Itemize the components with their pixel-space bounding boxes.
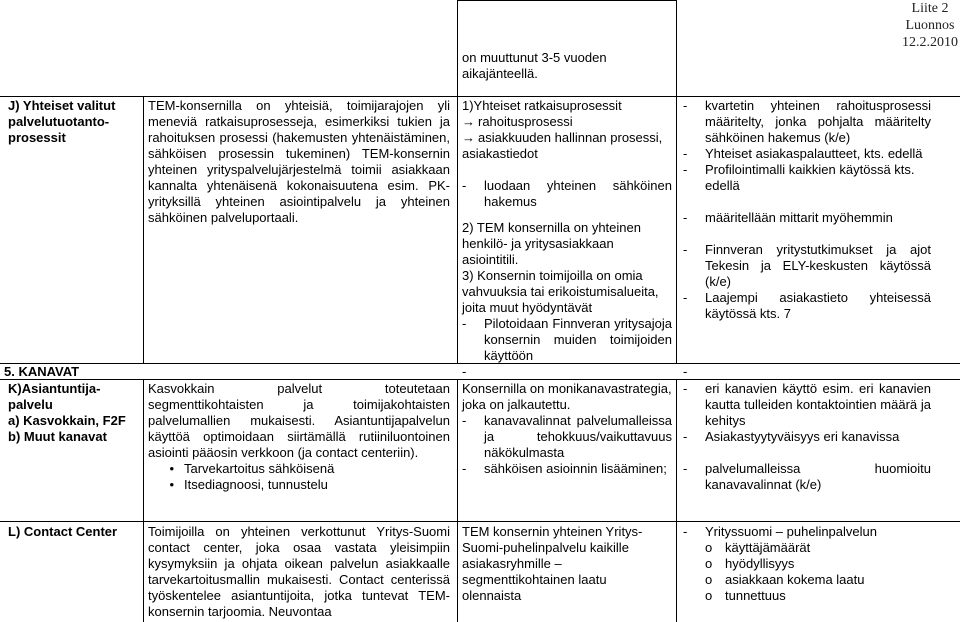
row-j-title: J) Yhteiset valitut palvelutuotanto-prosessit [8, 98, 116, 145]
row-k-title [8, 381, 140, 445]
row-l-col4-o3: asiakkaan kokema laatu [725, 572, 865, 587]
grid-line [676, 96, 677, 363]
grid-line [0, 521, 960, 522]
dash-icon: - [683, 461, 688, 476]
dash-icon: - [683, 364, 688, 379]
sub-bullet-icon: o [705, 572, 713, 587]
row-l-title: L) Contact Center [8, 524, 118, 539]
row-j-col4-d6: Laajempi asiakastieto yhteisessä käytössä kts. 7 [705, 290, 931, 321]
section-5-title: 5. KANAVAT [4, 364, 80, 379]
arrow-icon: → [462, 114, 475, 129]
sub-bullet-icon: o [705, 540, 713, 555]
row-j-col4-d2: Yhteiset asiakaspalautteet, kts. edellä [705, 146, 923, 161]
row-j-col4-d5: Finnveran yritystutkimukset ja ajot Tekesin ja ELY-keskusten käytössä (k/e) [705, 242, 931, 289]
row-l-col4-d1: Yrityssuomi – puhelinpalvelun [705, 524, 877, 539]
top-fragment [462, 50, 672, 82]
row-l-col4 [683, 524, 931, 604]
row-k-title-line-2: palvelu [8, 397, 53, 412]
bullet-icon: • [169, 461, 174, 476]
row-j-col3-p2: 2) TEM konsernilla on yhteinen henkilö- ja yritysasiakkaan asiointitili. [462, 220, 641, 267]
sub-bullet-icon: o [705, 556, 713, 571]
row-k-description: Kasvokkain palvelut toteutetaan segmenttikohtaisten ja toimijakohtaisten palvelumallien mukaisesti. Asiantuntijapalvelun käyttöä optimoidaan siirtämällä rutiiniluontoinen asiointi pääosin verkkoon (ja contact centeriin). [148, 381, 450, 460]
row-k-col4 [683, 381, 931, 493]
row-j-col4-d1: kvartetin yhteinen rahoitusprosessi määritelty, jonka pohjalta määritelty sähköinen hakemus (k/e) [705, 98, 931, 145]
row-l-col3: TEM konsernin yhteinen Yritys-Suomi-puhelinpalvelu kaikille asiakasryhmille – segmenttikohtainen laatu olennaista [462, 524, 643, 603]
sub-bullet-icon: o [705, 588, 713, 603]
grid-line [676, 379, 677, 622]
row-l-col4-o1: käyttäjämäärät [725, 540, 811, 555]
row-j-col3-arrow2: asiakkuuden hallinnan prosessi, asiakastiedot [462, 130, 663, 161]
grid-line [676, 0, 677, 96]
grid-line [0, 379, 960, 380]
row-k-col3-p1: Konsernilla on monikanavastrategia, joka on jalkautettu. [462, 381, 672, 412]
row-l-col4-o2: hyödyllisyys [725, 556, 795, 571]
top-fragment-line-1: on muuttunut 3-5 vuoden [462, 50, 607, 65]
row-k-description-block [148, 381, 450, 493]
row-k-col4-d2: Asiakastyytyväisyys eri kanavissa [705, 429, 900, 444]
row-j-col3-p3: 3) Konsernin toimijoilla on omia vahvuuksia tai erikoistumisalueita, joita muut hyödyntävät [462, 268, 659, 315]
row-k-bullet-2: Itsediagnoosi, tunnustelu [184, 477, 328, 492]
row-l-col4-o4: tunnettuus [725, 588, 786, 603]
header-line-1: Liite 2 [911, 1, 949, 16]
row-j-col4-d3: Profilointimalli kaikkien käytössä kts. edellä [705, 162, 915, 193]
row-j-col3-dash1: luodaan yhteinen sähköinen hakemus [484, 178, 672, 209]
row-k-bullet-1: Tarvekartoitus sähköisenä [184, 461, 335, 476]
row-k-col4-d1: eri kanavien käyttö esim. eri kanavien kautta tulleiden kontaktointien määrä ja kehitys [705, 381, 931, 428]
grid-line [457, 0, 677, 1]
dash-icon: - [683, 162, 688, 177]
dash-icon: - [683, 290, 688, 305]
row-j-col3-dash2: Pilotoidaan Finnveran yritysajoja konsernin muiden toimijoiden käyttöön [484, 316, 672, 363]
row-k-col4-d3: palvelumalleissa huomioitu kanavavalinnat (k/e) [705, 461, 931, 492]
row-j-col4-d4: määritellään mittarit myöhemmin [705, 210, 893, 225]
dash-icon: - [683, 524, 688, 539]
dash-icon: - [683, 381, 688, 396]
grid-line [143, 379, 144, 622]
top-fragment-line-2: aikajänteellä. [462, 66, 538, 81]
dash-icon: - [462, 178, 467, 193]
row-j-description: TEM-konsernilla on yhteisiä, toimijarajojen yli meneviä ratkaisuprosesseja, esimerkiksi tukien ja rahoituksen prosessi (hakemusten yhtenäistäminen, sähköisen prosessin tukeminen) TEM-konsernin yhteinen yrityspalvelujärjestelmä toimii asiakkaan kannalta yhtenäisenä kokonaisuutena esim. PK-yrityksillä yhteinen asiointipalvelu ja yhteinen sähköinen palveluportaali. [148, 98, 450, 225]
header-line-3: 12.2.2010 [902, 35, 958, 50]
row-j-col3-p1: 1)Yhteiset ratkaisuprosessit [462, 98, 622, 113]
dash-icon: - [462, 316, 467, 331]
row-k-col3-dash2: sähköisen asioinnin lisääminen; [484, 461, 667, 476]
row-k-title-line-4: b) Muut kanavat [8, 429, 107, 444]
row-l-description: Toimijoilla on yhteinen verkottunut Yritys-Suomi contact center, joka osaa vastata yleisimpiin kysymyksiin ja ohjata oikean palvelun asiakkaalle tarvekartoitusmallin mukaisesti. Contact centerissä työskentelee asiantuntijoita, jotka tuntevat TEM-konsernin tarjoomia. Neuvontaa [148, 524, 450, 619]
dash-icon: - [683, 98, 688, 113]
grid-line [0, 96, 960, 97]
row-k-title-line-3: a) Kasvokkain, F2F [8, 413, 126, 428]
row-j-col4 [683, 98, 931, 322]
dash-icon: - [683, 429, 688, 444]
dash-icon: - [683, 242, 688, 257]
grid-line [143, 96, 144, 363]
grid-line [457, 0, 458, 96]
header-line-2: Luonnos [905, 18, 955, 33]
row-k-title-line-1: K)Asiantuntija- [8, 381, 101, 396]
dash-icon: - [462, 364, 467, 379]
arrow-icon: → [462, 130, 475, 145]
grid-line [457, 96, 458, 363]
dash-icon: - [462, 413, 467, 428]
dash-icon: - [683, 146, 688, 161]
dash-icon: - [683, 210, 688, 225]
grid-line [457, 379, 458, 622]
row-j-col3-arrow1: rahoitusprosessi [478, 114, 573, 129]
bullet-icon: • [169, 477, 174, 492]
row-j-col3 [462, 98, 672, 364]
row-k-col3-dash1: kanavavalinnat palvelumalleissa ja tehokkuus/vaikuttavuus näkökulmasta [484, 413, 672, 460]
page-header [902, 0, 958, 51]
dash-icon: - [462, 461, 467, 476]
row-k-col3 [462, 381, 672, 477]
